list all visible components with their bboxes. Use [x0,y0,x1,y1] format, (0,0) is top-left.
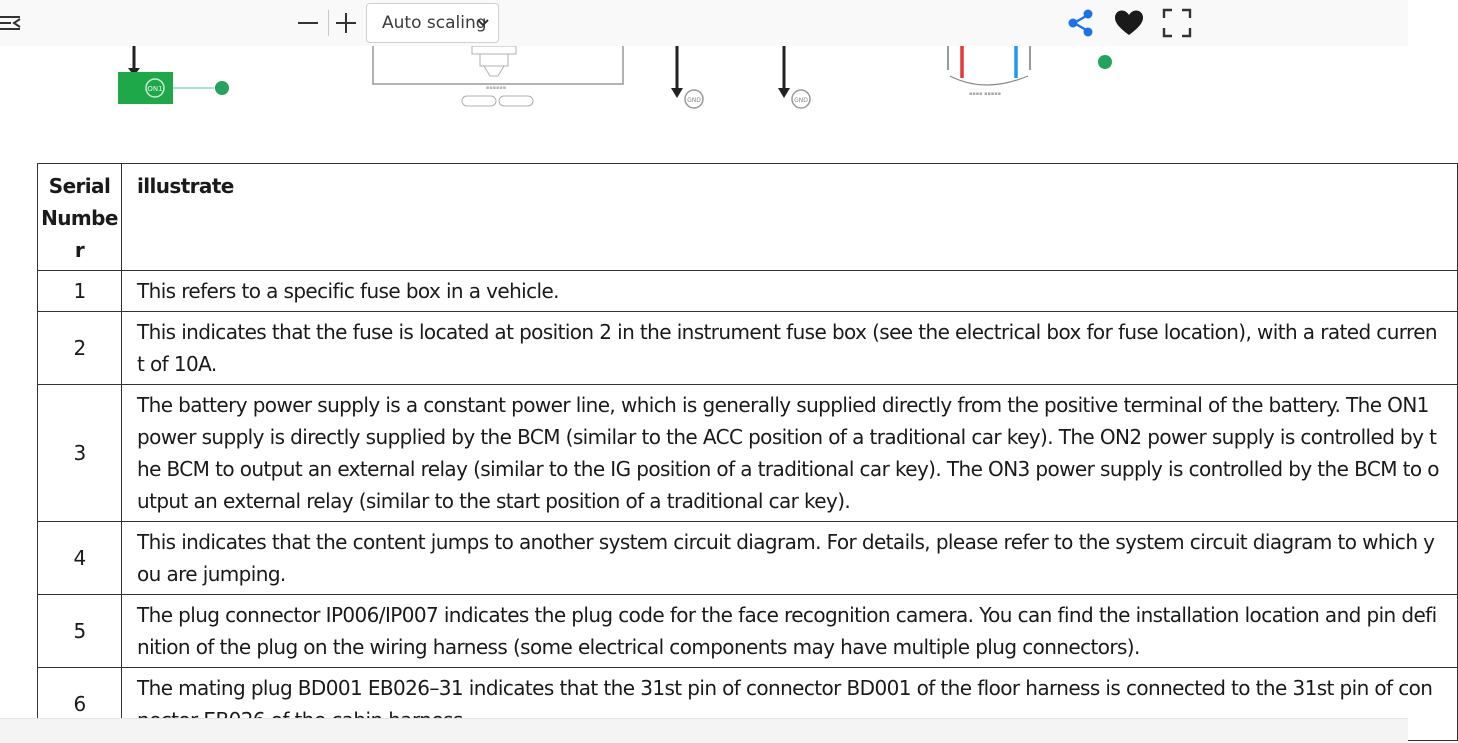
row-illustration: The mating plug BD001 EB026–31 indicates that the 31st pin of connector BD001 of the floor harness is connected to the 31st pin of con [122,668,1458,741]
header-illustrate: illustrate [122,164,1458,271]
plus-icon [335,12,357,34]
chevron-down-icon [476,16,490,30]
favorite-button[interactable] [1112,6,1146,40]
module-part [472,46,516,54]
fullscreen-icon [1162,8,1192,38]
zoom-scale-value: Auto scaling [382,13,487,33]
minus-icon [297,12,319,34]
viewer-bottom-bar [0,718,1408,743]
module-outline [373,46,623,84]
plug-label-box [499,96,533,106]
node-label-on1: ON1 [147,85,163,93]
svg-text:▪▪▪▪▪▪: ▪▪▪▪▪▪ [485,85,507,91]
row-illustration: The battery power supply is a constant power line, which is generally supplied directly from the positive terminal of the battery. The ON1 power supply is directly supplied by the BCM (similar to the ACC position of a traditional car key). The ON2 power supply is controlled by the BCM to output an external relay (similar to the IG position of a traditional car key). The ON3 power supply is controlled by the BCM to output an external relay (similar to the start position of a traditional car key). [122,385,1458,522]
header-serial-number: Serial Number [38,164,122,271]
row-serial-number: 3 [38,385,122,522]
ground-label: GND [794,97,808,104]
circuit-diagram-fragment [0,46,1408,128]
circuit-diagram-svg [0,46,1408,128]
pdf-toolbar [0,0,1408,46]
table-row [38,271,1458,312]
table-row [38,522,1458,595]
sidebar-toggle-button[interactable] [0,10,22,36]
row-serial-number: 4 [38,522,122,595]
row-serial-number: 1 [38,271,122,312]
explanation-table-container [37,163,1439,718]
fullscreen-button[interactable] [1160,6,1194,40]
row-illustration: This indicates that the fuse is located at position 2 in the instrument fuse box (see the electrical box for fuse location), with a rated current of 10A. [122,312,1458,385]
zoom-in-button[interactable] [332,8,360,38]
row-illustration: This refers to a specific fuse box in a vehicle. [122,271,1458,312]
ground-label: GND [687,97,701,104]
table-row [38,312,1458,385]
zoom-out-button[interactable] [294,8,322,38]
row-serial-number: 6 [38,668,122,741]
zoom-scale-select[interactable] [366,3,499,43]
share-button[interactable] [1064,6,1098,40]
row-serial-number: 5 [38,595,122,668]
row-illustration: This indicates that the content jumps to another system circuit diagram. For details, please refer to the system circuit diagram to which you are jumping. [122,522,1458,595]
toolbar-separator [328,10,329,36]
sidebar-toggle-icon [0,13,22,33]
explanation-table [37,163,1458,741]
svg-text:▪▪▪▪ ▪▪▪▪▪: ▪▪▪▪ ▪▪▪▪▪ [968,91,1002,97]
arrow-down-icon [671,88,683,98]
heart-icon [1114,9,1144,37]
share-icon [1066,8,1096,38]
plug-label-box [462,96,496,106]
connector-dot [1098,55,1112,69]
connector-dot [215,81,229,95]
module-part [480,54,508,66]
row-serial-number: 2 [38,312,122,385]
table-row [38,595,1458,668]
table-row [38,385,1458,522]
arrow-down-icon [778,88,790,98]
module-part [484,66,504,76]
table-header-row [38,164,1458,271]
row-illustration: The plug connector IP006/IP007 indicates the plug code for the face recognition camera. You can find the installation location and pin definition of the plug on the wiring harness (some electrical components may have multiple plug connectors). [122,595,1458,668]
